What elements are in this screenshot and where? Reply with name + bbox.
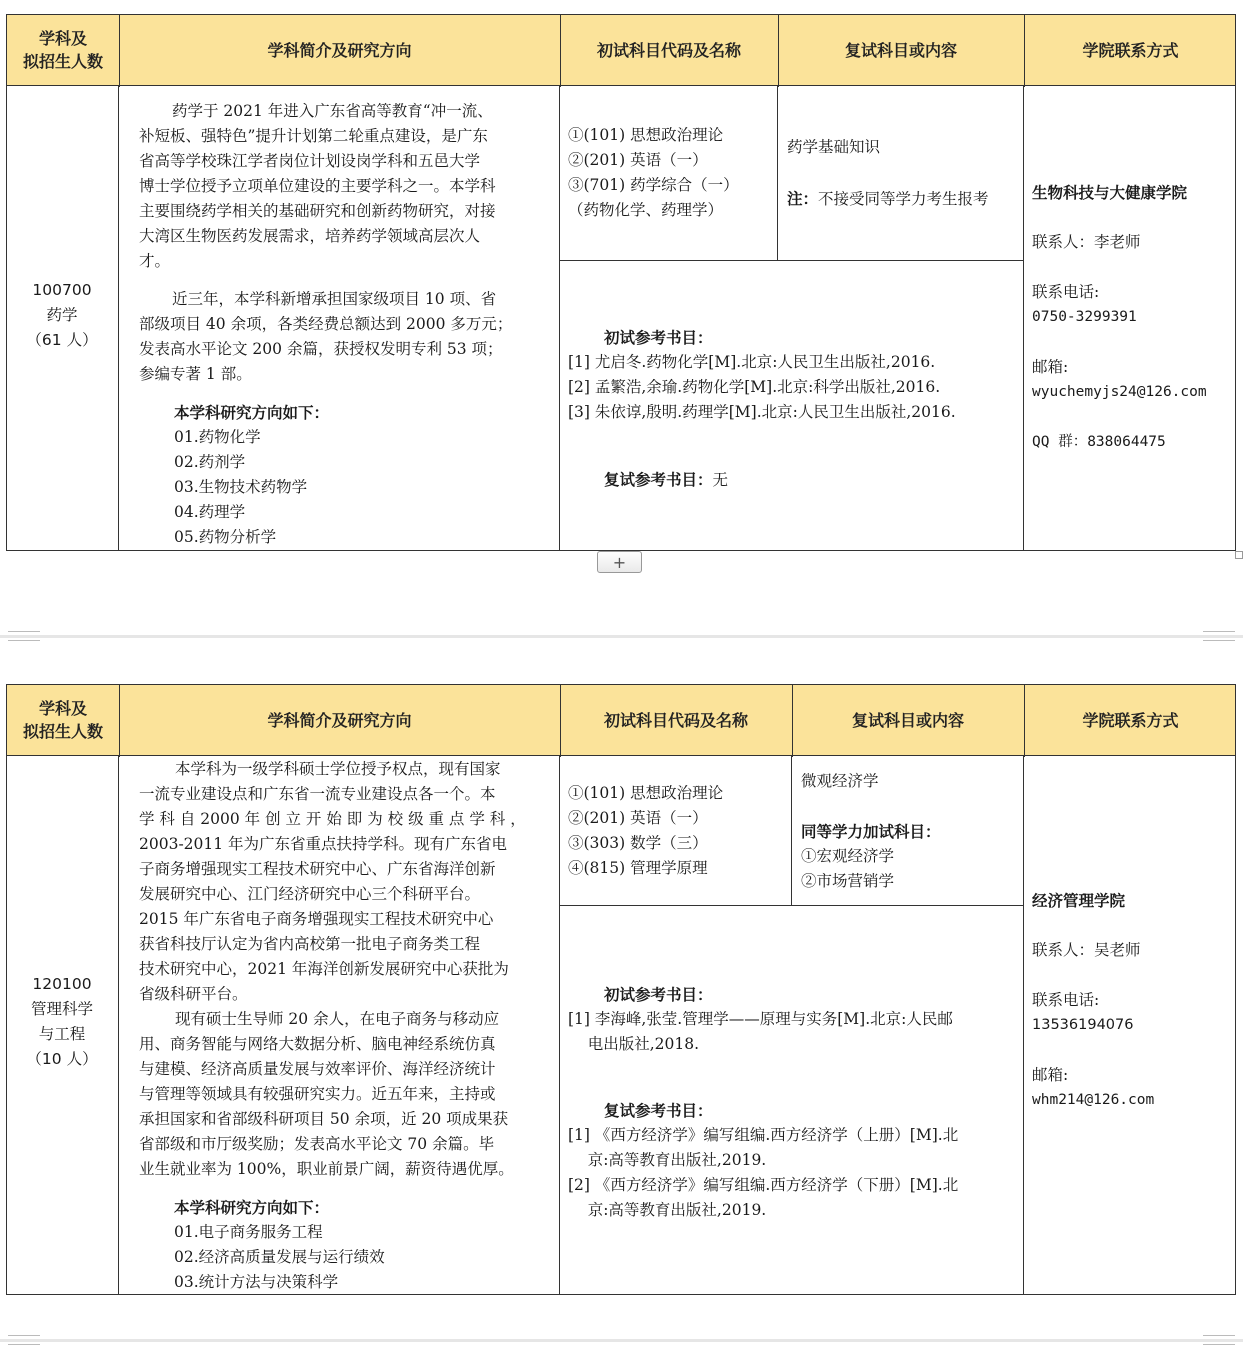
retest-content: 药学基础知识 注：不接受同等学力考生报考 <box>787 138 989 208</box>
prelim-subjects: ①(101) 思想政治理论 ②(201) 英语（一） ③(303) 数学（三） ④(815) 管理学原理 <box>568 784 724 877</box>
table-resize-handle[interactable] <box>1235 551 1243 559</box>
header-retest: 复试科目或内容 <box>844 40 957 60</box>
header-contact: 学院联系方式 <box>1082 40 1179 60</box>
contact-cell: 经济管理学院 联系人：吴老师 联系电话: 13536194076 邮箱: whm214@126.com <box>1032 888 1154 1113</box>
prelim-references: 初试参考书目： [1] 李海峰,张莹.管理学——原理与实务[M].北京:人民邮 电出版社,2018. <box>568 985 953 1053</box>
page-corner-mark <box>1203 1335 1235 1345</box>
header-intro: 学科简介及研究方向 <box>267 710 412 730</box>
add-row-button[interactable]: + <box>597 551 642 573</box>
contact-person: 联系人：吴老师 <box>1032 941 1141 959</box>
email-address: wyuchemyjs24@126.com <box>1032 384 1207 400</box>
contact-person: 联系人：李老师 <box>1032 233 1141 251</box>
header-subject: 学科及 拟招生人数 <box>22 699 103 741</box>
qq-group: QQ 群：838064475 <box>1032 434 1166 450</box>
header-intro: 学科简介及研究方向 <box>267 40 412 60</box>
header-contact: 学院联系方式 <box>1082 710 1179 730</box>
retest-references: 复试参考书目： [1] 《西方经济学》编写组编.西方经济学（上册）[M].北 京:高等教育出版社,2019. [2] 《西方经济学》编写组编.西方经济学（下册）[M].北 京:高等教育出版社,2019. <box>568 1101 959 1219</box>
header-prelim: 初试科目代码及名称 <box>603 710 748 730</box>
intro-paragraph-1: 本学科为一级学科硕士学位授予权点，现有国家 一流专业建设点和广东省一流专业建设点各一个。本 学 科 自 2000 年 创 立 开 始 即 为 校 级 重 点 学 科 ， 2003-2011 年为广东省重点扶持学科。现有广东省电 子商务增强现实工程技术研究中心、广东省海洋创新 发展研究中心、江门经济研究中心三个科研平台。 2015 年广东省电子商务增强现实工程技术研究中心 获省科技厅认定为省内高校第一批电子商务类工程 技术研究中心，2021 年海洋创新发展研究中心获批为 省级科研平台。 <box>139 760 526 1003</box>
page-corner-mark <box>8 1335 40 1345</box>
header-retest: 复试科目或内容 <box>851 710 964 730</box>
list-item: 04.药理学 <box>174 503 246 521</box>
table-2-header <box>6 684 1236 756</box>
research-directions: 本学科研究方向如下： 01.电子商务服务工程 02.经济高质量发展与运行绩效 03.统计方法与决策科学 <box>174 1195 385 1295</box>
list-item: 03.生物技术药物学 <box>174 478 308 496</box>
table-2 <box>6 684 1236 1295</box>
page-corner-mark <box>1203 631 1235 641</box>
list-item: 01.电子商务服务工程 <box>174 1223 323 1241</box>
table-1 <box>6 14 1236 551</box>
page-break <box>0 1339 1243 1342</box>
subject-cell: 120100 管理科学 与工程 （10 人） <box>26 975 98 1068</box>
intro-paragraph-1: 药学于 2021 年进入广东省高等教育“冲一流、 补短板、强特色”提升计划第二轮重点建设，是广东 省高等学校珠江学者岗位计划设岗学科和五邑大学 博士学位授予立项单位建设的主要学科之一。本学科 主要围绕药学相关的基础研究和创新药物研究，对接 大湾区生物医药发展需求，培养药学领域高层次人 才。 <box>139 102 496 270</box>
retest-content: 微观经济学 同等学力加试科目： ①宏观经济学 ②市场营销学 <box>801 772 941 890</box>
college-name: 生物科技与大健康学院 <box>1032 183 1188 202</box>
page-break <box>0 635 1243 638</box>
list-item: 01.药物化学 <box>174 428 261 446</box>
college-name: 经济管理学院 <box>1032 891 1126 910</box>
email-address: whm214@126.com <box>1032 1092 1155 1108</box>
header-subject: 学科及 拟招生人数 <box>22 29 103 71</box>
retest-references: 复试参考书目：无 <box>604 470 729 489</box>
phone-number: 13536194076 <box>1032 1017 1134 1033</box>
intro-paragraph-2: 现有硕士生导师 20 余人，在电子商务与移动应 用、商务智能与网络大数据分析、脑电神经系统仿真 与建模、经济高质量发展与效率评价、海洋经济统计 与管理等领域具有较强研究实力。近五年来，主持或 承担国家和省部级科研项目 50 余项，近 20 项成果获 省部级和市厅级奖励；发表高水平论文 70 余篇。毕 业生就业率为 100%，职业前景广阔，薪资待遇优厚。 <box>139 1010 514 1178</box>
intro-paragraph-2: 近三年，本学科新增承担国家级项目 10 项、省 部级项目 40 余项，各类经费总额达到 2000 多万元； 发表高水平论文 200 余篇，获授权发明专利 53 项； 参编专著 1 部。 <box>139 290 513 383</box>
list-item: 03.统计方法与决策科学 <box>174 1273 339 1291</box>
page-corner-mark <box>8 631 40 641</box>
contact-cell: 生物科技与大健康学院 联系人：李老师 联系电话: 0750-3299391 邮箱: wyuchemyjs24@126.com QQ 群：838064475 <box>1032 180 1207 455</box>
header-prelim: 初试科目代码及名称 <box>596 40 741 60</box>
table-1-header <box>6 14 1236 86</box>
prelim-subjects: ①(101) 思想政治理论 ②(201) 英语（一） ③(701) 药学综合（一） （药物化学、药理学） <box>568 126 739 219</box>
research-directions: 本学科研究方向如下： 01.药物化学 02.药剂学 03.生物技术药物学 04.药理学 05.药物分析学 <box>174 400 329 550</box>
list-item: 05.药物分析学 <box>174 528 277 546</box>
subject-cell: 100700 药学 （61 人） <box>26 281 98 349</box>
list-item: 02.经济高质量发展与运行绩效 <box>174 1248 385 1266</box>
phone-number: 0750-3299391 <box>1032 309 1137 325</box>
prelim-references: 初试参考书目： [1] 尤启冬.药物化学[M].北京:人民卫生出版社,2016. [2] 孟繁浩,余瑜.药物化学[M].北京:科学出版社,2016. [3] 朱依谆,殷明.药理学[M].北京:人民卫生出版社,2016. <box>568 328 956 421</box>
list-item: 02.药剂学 <box>174 453 246 471</box>
